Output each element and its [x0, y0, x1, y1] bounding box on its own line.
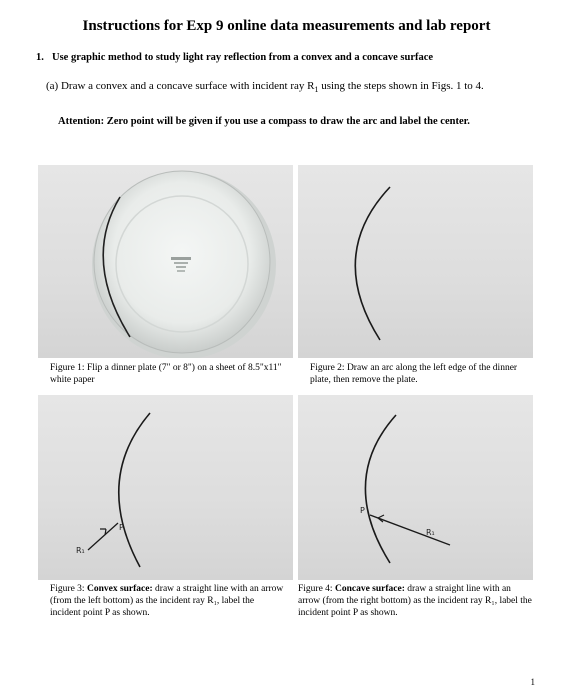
figure-1-photo — [38, 165, 293, 358]
section-heading — [36, 52, 433, 63]
drawn-arc — [355, 187, 390, 340]
ray-label: R₁ — [76, 546, 85, 555]
figure-3-caption-label: Figure 3: — [50, 584, 87, 594]
incident-ray-r1 — [370, 515, 450, 545]
page-title: Instructions for Exp 9 online data measurements and lab report — [82, 18, 491, 34]
figure-1-drawing — [38, 165, 293, 358]
figure-2-caption: Figure 2: Draw an arc along the left edge of the dinner plate, then remove the plate. — [310, 362, 528, 386]
figure-2-drawing — [298, 165, 533, 358]
part-a-prefix: (a) Draw a convex and a concave surface with incident ray R — [46, 80, 315, 92]
part-a-instruction — [46, 80, 484, 94]
figure-3-photo — [38, 395, 293, 580]
figure-2-photo — [298, 165, 533, 358]
point-label: P — [119, 523, 124, 532]
figure-4-caption-bold: Concave surface: — [334, 584, 405, 594]
figure-4-photo — [298, 395, 533, 580]
figure-4-drawing — [298, 395, 533, 580]
convex-arc — [119, 413, 150, 567]
part-a-suffix: using the steps shown in Figs. 1 to 4. — [318, 80, 484, 92]
part-a-subscript: 1 — [314, 85, 319, 95]
ray-label: R₁ — [426, 528, 435, 537]
concave-arc — [365, 415, 396, 563]
point-label: P — [360, 506, 365, 515]
figure-3-drawing — [38, 395, 293, 580]
page-number: 1 — [530, 677, 535, 687]
figure-4-caption-label: Figure 4: — [298, 584, 335, 594]
ray-arrow-icon — [100, 529, 106, 535]
figure-4-caption-rest: draw a straight line with an arrow (from the right bottom) as the incident ray R₁, label the incident point P as shown. — [298, 584, 532, 618]
figure-3-caption — [50, 583, 286, 619]
incident-ray-r1 — [88, 523, 118, 550]
figure-3-caption-rest: draw a straight line with an arrow (from the left bottom) as the incident ray R₁, label the incident point P as shown. — [50, 584, 284, 618]
figure-1-caption: Figure 1: Flip a dinner plate (7" or 8") on a sheet of 8.5"x11" white paper — [50, 362, 286, 386]
attention-note: Attention: Zero point will be given if you use a compass to draw the arc and label the center. — [58, 116, 470, 127]
figure-4-caption — [298, 583, 534, 619]
figure-3-caption-bold: Convex surface: — [86, 584, 153, 594]
section-text: Use graphic method to study light ray reflection from a convex and a concave surface — [52, 52, 434, 63]
section-number: 1. — [36, 52, 44, 63]
